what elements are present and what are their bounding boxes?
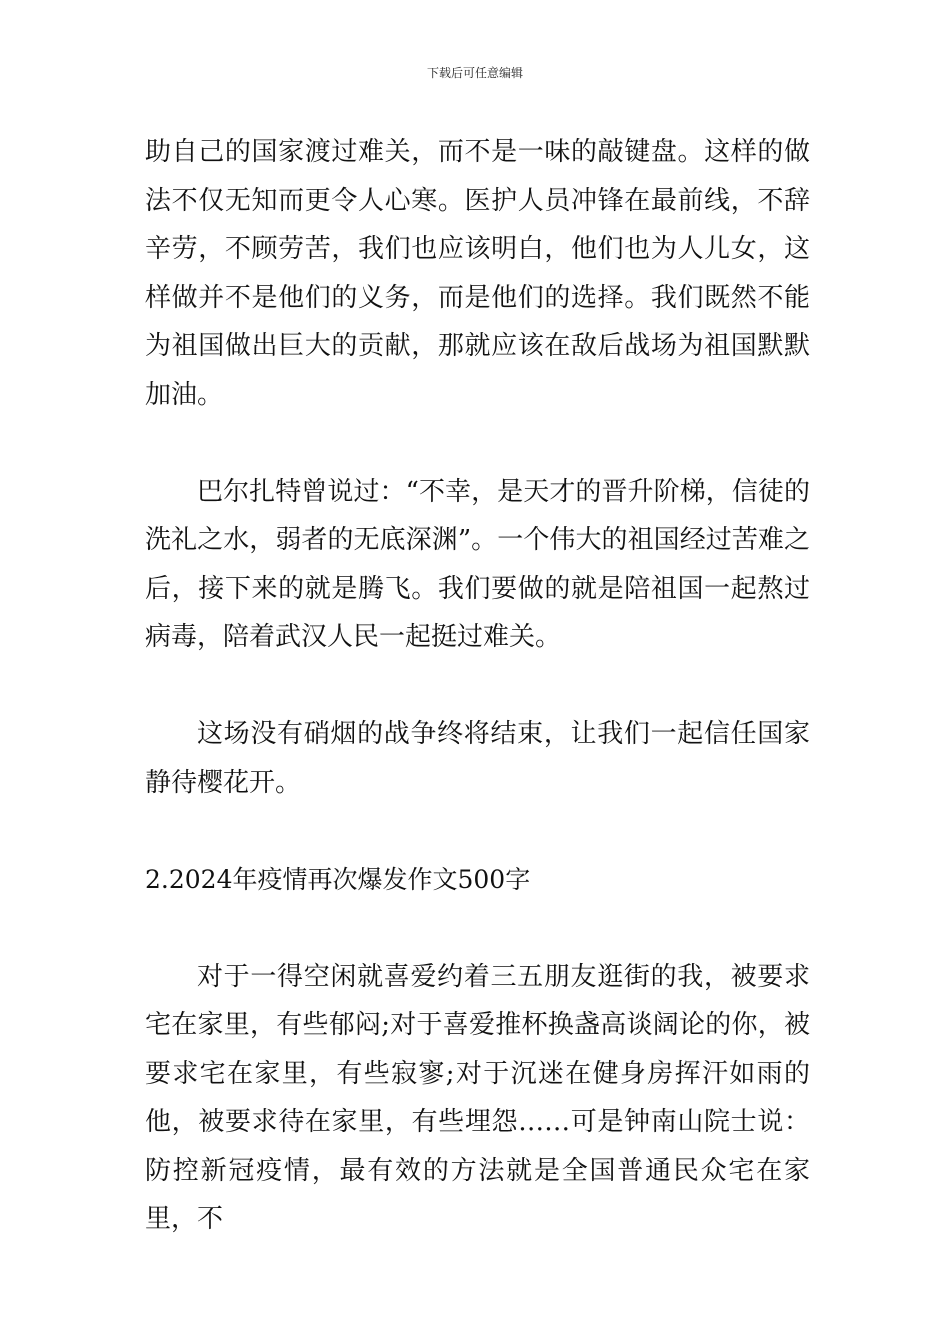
paragraph-spacer (145, 807, 810, 856)
paragraph-spacer (145, 662, 810, 711)
page-header-note: 下载后可任意编辑 (426, 66, 523, 80)
paragraph-1: 助自己的国家渡过难关，而不是一味的敲键盘。这样的做法不仅无知而更令人心寒。医护人员冲锋在最前线，不辞辛劳，不顾劳苦，我们也应该明白，他们也为人儿女，这样做并不是他们的义务，而是他们的选择。我们既然不能为祖国做出巨大的贡献，那就应该在敌后战场为祖国默默加油。 (145, 137, 810, 410)
paragraph-2: 巴尔扎特曾说过：“不幸，是天才的晋升阶梯，信徒的洗礼之水，弱者的无底深渊”。一个伟大的祖国经过苦难之后，接下来的就是腾飞。我们要做的就是陪祖国一起熬过病毒，陪着武汉人民一起挺过难关。 (145, 476, 810, 652)
paragraph-3: 这场没有硝烟的战争终将结束，让我们一起信任国家静待樱花开。 (145, 719, 810, 798)
paragraph-4: 对于一得空闲就喜爱约着三五朋友逛街的我，被要求宅在家里，有些郁闷;对于喜爱推杯换盏高谈阔论的你，被要求宅在家里，有些寂寥;对于沉迷在健身房挥汗如雨的他，被要求待在家里，有些埋怨……可是钟南山院士说：防控新冠疫情，最有效的方法就是全国普通民众宅在家里，不 (145, 961, 810, 1234)
section-heading: 2.2024年疫情再次爆发作文500字 (145, 864, 531, 894)
paragraph-spacer (145, 904, 810, 953)
paragraph-spacer (145, 419, 810, 468)
document-body (145, 128, 810, 1244)
